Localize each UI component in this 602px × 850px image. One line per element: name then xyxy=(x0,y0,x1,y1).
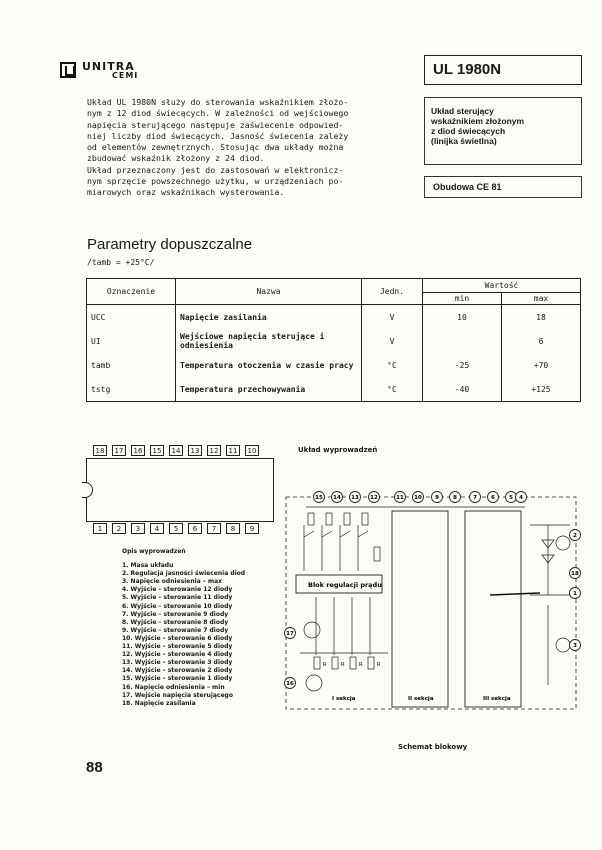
intro-line: nym z 12 diod świecących. W zależności od wejściowego xyxy=(87,108,349,119)
intro-line: miarowych oraz wskaźnikach wysterowania. xyxy=(87,187,285,198)
pin-description: 11. Wyjście – sterowanie 5 diody xyxy=(122,643,233,651)
block-diagram-title: Układ wyprowadzeń xyxy=(298,446,378,454)
header-name: Nazwa xyxy=(176,279,362,305)
section-label: II sekcja xyxy=(408,696,434,702)
pin-description: 15. Wyjście – sterowanie 1 diody xyxy=(122,675,233,683)
block-pin-13: 13 xyxy=(351,495,359,502)
block-diagram xyxy=(280,485,590,740)
header-max: max xyxy=(502,293,581,305)
block-side-pin-1: 1 xyxy=(573,591,577,598)
pin-description: 3. Napięcie odniesienia – max xyxy=(122,578,223,586)
dip-pin-14: 14 xyxy=(169,445,183,456)
row-symbol: tstg xyxy=(87,377,176,402)
row-unit: V xyxy=(362,305,423,330)
dip-pin-11: 11 xyxy=(226,445,240,456)
resistor-label: R xyxy=(341,662,345,668)
block-pin-7: 7 xyxy=(473,495,477,502)
section-iii-block xyxy=(465,511,521,707)
params-table xyxy=(86,278,581,402)
pin-description: 16. Napięcie odniesienia – min xyxy=(122,683,225,691)
part-number-box xyxy=(424,55,582,85)
row-symbol: tamb xyxy=(87,353,176,377)
block-pin-11: 11 xyxy=(396,495,404,502)
row-name: Wejściowe napięcia sterujące i odniesienia xyxy=(176,329,362,353)
dip-pin-9: 9 xyxy=(245,523,259,534)
block-pin-5: 5 xyxy=(509,495,513,502)
params-title: Parametry dopuszczalne xyxy=(87,236,253,253)
block-side-pin-18: 18 xyxy=(571,571,579,578)
row-name: Temperatura przechowywania xyxy=(176,377,362,402)
schematic-caption: Schemat blokowy xyxy=(398,743,468,751)
intro-line: nym sprzęcie powszechnego użytku, w urządzeniach po- xyxy=(87,176,344,187)
row-max: +70 xyxy=(502,353,581,377)
block-side-pin-3: 3 xyxy=(573,643,577,650)
dip-pin-1: 1 xyxy=(93,523,107,534)
dip-pin-8: 8 xyxy=(226,523,240,534)
diagram-frame xyxy=(286,497,576,709)
resistor-label: R xyxy=(323,662,327,668)
dip-pin-13: 13 xyxy=(188,445,202,456)
dip-pin-6: 6 xyxy=(188,523,202,534)
description-line: (linijka świetlna) xyxy=(431,136,497,146)
dip-pin-4: 4 xyxy=(150,523,164,534)
pin-description: 18. Napięcie zasilania xyxy=(122,699,196,707)
dip-package-body xyxy=(86,458,274,522)
description-line: z diod świecących xyxy=(431,126,506,136)
block-side-pin-16: 16 xyxy=(286,681,294,688)
intro-line: Układ przeznaczony jest do zastosowań w elektronicz- xyxy=(87,164,344,175)
header-value: Wartość xyxy=(423,279,581,293)
row-name: Napięcie zasilania xyxy=(176,305,362,330)
pin-description: 2. Regulacja jasności świecenia diod xyxy=(122,570,246,578)
dip-pin-2: 2 xyxy=(112,523,126,534)
resistor-label: R xyxy=(359,662,363,668)
resistor-label: R xyxy=(377,662,381,668)
intro-line: niej liczby diod świecących. Jasność świecenia zależy xyxy=(87,130,349,141)
intro-line: zbudować wskaźnik złożony z 24 diod. xyxy=(87,153,265,164)
intro-paragraph xyxy=(87,97,407,199)
row-symbol: UCC xyxy=(87,305,176,330)
block-side-pin-17: 17 xyxy=(286,631,294,638)
pin-description: 10. Wyjście – sterowanie 6 diody xyxy=(122,634,233,642)
pin-description: 7. Wyjście – sterowanie 9 diody xyxy=(122,610,229,618)
intro-line: Układ UL 1980N służy do sterowania wskaźnikiem złożo- xyxy=(87,97,349,107)
pin-description: 9. Wyjście – sterowanie 7 diody xyxy=(122,626,229,634)
row-max: 6 xyxy=(502,329,581,353)
pin-description: 12. Wyjście – sterowanie 4 diody xyxy=(122,651,233,659)
row-min: 10 xyxy=(423,305,502,330)
row-unit: V xyxy=(362,329,423,353)
case-label: Obudowa CE 81 xyxy=(433,182,502,192)
unitra-logo-icon xyxy=(60,62,76,78)
pinlist-heading: Opis wyprowadzeń xyxy=(122,548,186,555)
regulator-label: Blok regulacji prądu xyxy=(308,581,382,589)
pin-description: 4. Wyjście – sterowanie 12 diody xyxy=(122,586,233,594)
header-unit: Jedn. xyxy=(362,279,423,305)
block-pin-6: 6 xyxy=(491,495,495,502)
description-box xyxy=(424,97,582,165)
intro-line: od elementów zewnętrznych. Stosując dwa układy można xyxy=(87,142,344,153)
intro-line: napięcia sterującego następuje zaświecenie odpowied- xyxy=(87,119,344,130)
description-line: wskaźnikiem złożonym xyxy=(431,116,525,126)
dip-pin-10: 10 xyxy=(245,445,259,456)
logo-text: UNITRA xyxy=(82,60,135,73)
dip-pin-7: 7 xyxy=(207,523,221,534)
row-unit: °C xyxy=(362,353,423,377)
section-ii-block xyxy=(392,511,448,707)
row-min: -25 xyxy=(423,353,502,377)
page-number: 88 xyxy=(86,759,103,776)
block-pin-4: 4 xyxy=(519,495,523,502)
pin-description: 5. Wyjście – sterowanie 11 diody xyxy=(122,594,233,602)
dip-pin-16: 16 xyxy=(131,445,145,456)
pin-description: 8. Wyjście – sterowanie 8 diody xyxy=(122,618,229,626)
pin-description: 17. Wejście napięcia sterującego xyxy=(122,691,233,699)
pin-description: 14. Wyjście – sterowanie 2 diody xyxy=(122,667,233,675)
pin-description-list xyxy=(122,548,245,708)
block-pin-10: 10 xyxy=(414,495,422,502)
dip-pin-12: 12 xyxy=(207,445,221,456)
header-min: min xyxy=(423,293,502,305)
block-pin-14: 14 xyxy=(333,495,341,502)
output-stage xyxy=(530,525,570,685)
row-symbol: UI xyxy=(87,329,176,353)
pin-description: 6. Wyjście – sterowanie 10 diody xyxy=(122,602,233,610)
row-min xyxy=(423,329,502,353)
row-name: Temperatura otoczenia w czasie pracy xyxy=(176,353,362,377)
section-label: III sekcja xyxy=(483,696,511,702)
header-symbol: Oznaczenie xyxy=(87,279,176,305)
logo-sub: CEMI xyxy=(112,71,139,80)
dip-pin-3: 3 xyxy=(131,523,145,534)
block-pin-15: 15 xyxy=(315,495,323,502)
description-line: Układ sterujący xyxy=(431,106,494,116)
case-box xyxy=(424,176,582,198)
unitra-logo xyxy=(60,60,170,82)
dip-pin-5: 5 xyxy=(169,523,183,534)
pin-description: 13. Wyjście – sterowanie 3 diody xyxy=(122,659,233,667)
dip-pin-17: 17 xyxy=(112,445,126,456)
params-condition: /tamb = +25°C/ xyxy=(87,258,155,267)
bottom-resistor-ladder xyxy=(300,597,388,691)
block-pin-9: 9 xyxy=(435,495,439,502)
dip-pin-15: 15 xyxy=(150,445,164,456)
row-max: 18 xyxy=(502,305,581,330)
row-min: -40 xyxy=(423,377,502,402)
part-number: UL 1980N xyxy=(433,61,502,78)
block-pin-8: 8 xyxy=(453,495,457,502)
pin-description: 1. Masa układu xyxy=(122,562,174,570)
block-side-pin-2: 2 xyxy=(573,533,577,540)
row-unit: °C xyxy=(362,377,423,402)
block-pin-12: 12 xyxy=(370,495,378,502)
dip-pin-18: 18 xyxy=(93,445,107,456)
row-max: +125 xyxy=(502,377,581,402)
section-label: I sekcja xyxy=(332,696,356,702)
top-transistor-ladder xyxy=(304,513,380,571)
